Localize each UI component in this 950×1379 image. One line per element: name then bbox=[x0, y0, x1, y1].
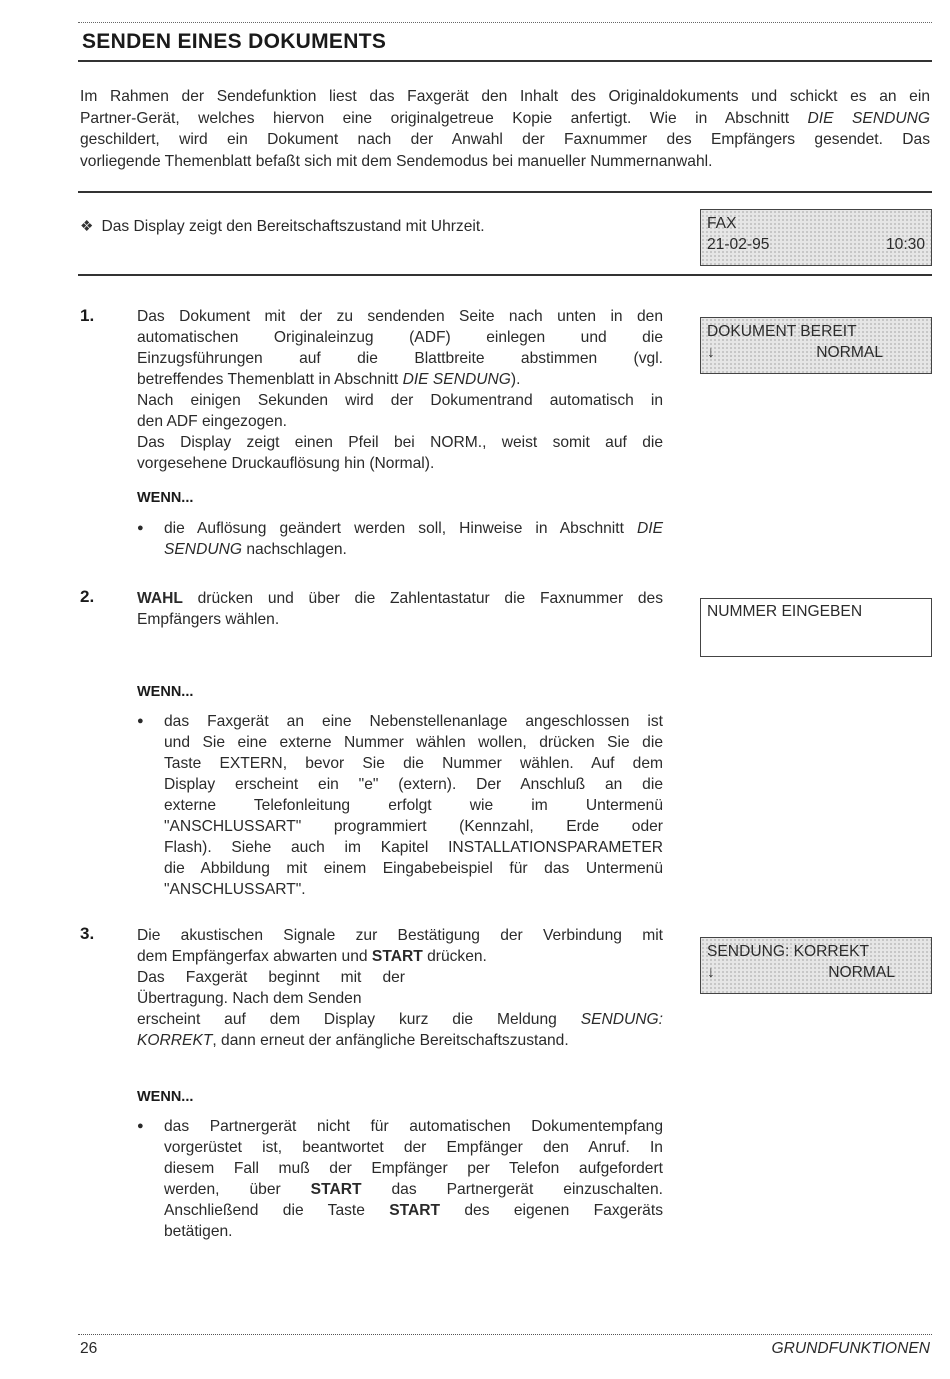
bullet-text: Anschließend die Taste bbox=[164, 1202, 390, 1219]
bullet-text: des eigenen Faxgeräts bbox=[440, 1202, 663, 1219]
lcd-display-standby bbox=[700, 209, 932, 266]
bullet-dot-icon: ● bbox=[137, 522, 144, 534]
intro-text: Partner-Gerät, welches hiervon eine originalgetreue Kopie anfertigt. Wie in Abschnitt bbox=[80, 109, 808, 127]
footer-section-title: GRUNDFUNKTIONEN bbox=[771, 1340, 930, 1357]
bullet-line: vorgerüstet ist, beantwortet der Empfänger den Anruf. In bbox=[164, 1139, 663, 1156]
step-text: , dann erneut der anfängliche Bereitschaftszustand. bbox=[212, 1032, 569, 1049]
lcd-text: SENDUNG: KORREKT bbox=[707, 943, 870, 960]
intro-emphasis: DIE SENDUNG bbox=[807, 109, 930, 127]
step-2-text bbox=[137, 588, 663, 630]
step-line bbox=[137, 1030, 663, 1051]
step-text: ). bbox=[510, 371, 521, 388]
diamond-bullet-icon: ❖ bbox=[80, 218, 94, 235]
lcd-display-document-ready bbox=[700, 317, 932, 374]
step-emphasis: DIE SENDUNG bbox=[402, 371, 511, 388]
step-number: 3. bbox=[80, 924, 95, 943]
step-text: betreffendes Themenblatt in Abschnitt bbox=[137, 371, 403, 388]
step-line: Die akustischen Signale zur Bestätigung der Verbindung mit bbox=[137, 927, 663, 944]
top-rule bbox=[78, 22, 932, 23]
lcd-display-enter-number bbox=[700, 598, 932, 657]
step-line bbox=[137, 369, 663, 390]
bullet-line bbox=[164, 539, 663, 560]
step-number: 1. bbox=[80, 306, 95, 325]
step-line: vorgesehene Druckauflösung hin (Normal). bbox=[137, 455, 435, 472]
bullet-line: "ANSCHLUSSART" programmiert (Kennzahl, Erde oder bbox=[164, 818, 663, 835]
section-divider bbox=[78, 274, 932, 276]
lcd-display-sent-ok bbox=[700, 937, 932, 994]
step-number: 2. bbox=[80, 587, 95, 606]
step-line: Das Faxgerät beginnt mit der bbox=[137, 969, 405, 986]
page-number: 26 bbox=[80, 1340, 98, 1357]
step-line: Empfängers wählen. bbox=[137, 611, 280, 628]
bullet-bold: START bbox=[389, 1202, 441, 1219]
lcd-mode: NORMAL bbox=[828, 964, 895, 981]
lcd-time: 10:30 bbox=[885, 236, 925, 253]
section-divider bbox=[78, 191, 932, 193]
step-bold: START bbox=[371, 948, 423, 965]
step-line: Einzugsführungen auf die Blattbreite abstimmen (vgl. bbox=[137, 350, 663, 367]
bullet-line: externe Telefonleitung erfolgt wie im Untermenü bbox=[164, 797, 663, 814]
intro-line bbox=[80, 108, 930, 130]
bullet-line: betätigen. bbox=[164, 1223, 233, 1240]
lcd-date: 21-02-95 bbox=[707, 236, 770, 253]
down-arrow-icon: ↓ bbox=[707, 344, 715, 361]
step-line bbox=[137, 1009, 663, 1030]
bullet-dot-icon: ● bbox=[137, 1120, 144, 1132]
bullet-text: die Auflösung geändert werden soll, Hinweise in Abschnitt bbox=[164, 520, 637, 537]
step-line: automatischen Originaleinzug (ADF) einlegen und die bbox=[137, 329, 663, 346]
bullet-line: diesem Fall muß der Empfänger per Telefon aufgefordert bbox=[164, 1160, 663, 1177]
lcd-text: FAX bbox=[707, 215, 737, 232]
bullet-line bbox=[164, 518, 663, 539]
bullet-line: die Abbildung mit einem Eingabebeispiel für das Untermenü bbox=[164, 860, 663, 877]
step-line: Nach einigen Sekunden wird der Dokumentrand automatisch in bbox=[137, 392, 663, 409]
title-underline bbox=[78, 60, 932, 62]
status-note bbox=[80, 217, 485, 236]
lcd-mode: NORMAL bbox=[816, 344, 883, 361]
step-1-text bbox=[137, 306, 663, 474]
step-bold: WAHL bbox=[137, 590, 183, 607]
step-3-text bbox=[137, 925, 663, 1051]
bullet-bold: START bbox=[310, 1181, 362, 1198]
bullet-line bbox=[164, 1179, 663, 1200]
bullet-line: und Sie eine externe Nummer wählen wollen, drücken Sie die bbox=[164, 734, 663, 751]
bullet-line: Flash). Siehe auch im Kapitel INSTALLATIONSPARAMETER bbox=[164, 839, 663, 856]
step-text: erscheint auf dem Display kurz die Meldung bbox=[137, 1011, 581, 1028]
list-item bbox=[137, 1116, 663, 1242]
bullet-line: "ANSCHLUSSART". bbox=[164, 881, 306, 898]
intro-paragraph bbox=[80, 86, 930, 172]
step-line: Übertragung. Nach dem Senden bbox=[137, 990, 362, 1007]
wenn-heading: WENN... bbox=[137, 1089, 194, 1105]
list-item bbox=[137, 518, 663, 560]
bullet-text: werden, über bbox=[164, 1181, 311, 1198]
lcd-text: DOKUMENT BEREIT bbox=[707, 323, 857, 340]
bullet-text: nachschlagen. bbox=[241, 541, 347, 558]
step-emphasis: KORREKT bbox=[137, 1032, 213, 1049]
step-text: drücken. bbox=[422, 948, 487, 965]
step-text: dem Empfängerfax abwarten und bbox=[137, 948, 372, 965]
footer-rule bbox=[78, 1334, 932, 1335]
intro-line: geschildert, wird ein Dokument nach der Anwahl der Faxnummer des Empfängers gesendet. Das bbox=[80, 131, 930, 148]
bullet-line bbox=[164, 1200, 663, 1221]
list-item bbox=[137, 711, 663, 900]
status-note-text: Das Display zeigt den Bereitschaftszustand mit Uhrzeit. bbox=[101, 218, 485, 235]
bullet-line: Display erscheint ein "e" (extern). Der Anschluß an die bbox=[164, 776, 663, 793]
intro-line: Im Rahmen der Sendefunktion liest das Faxgerät den Inhalt des Originaldokuments und schickt es an ein bbox=[80, 88, 930, 105]
wenn-heading: WENN... bbox=[137, 684, 194, 700]
step-line: Das Dokument mit der zu sendenden Seite nach unten in den bbox=[137, 308, 663, 325]
bullet-line: Taste EXTERN, bevor Sie die Nummer wählen. Auf dem bbox=[164, 755, 663, 772]
step-text: drücken und über die Zahlentastatur die Faxnummer des bbox=[182, 590, 663, 607]
intro-line: vorliegende Themenblatt befaßt sich mit dem Sendemodus bei manueller Nummernanwahl. bbox=[80, 152, 713, 170]
down-arrow-icon: ↓ bbox=[707, 964, 715, 981]
step-line bbox=[137, 946, 663, 967]
bullet-line: das Partnergerät nicht für automatischen Dokumentempfang bbox=[164, 1118, 663, 1135]
bullet-text: das Partnergerät einzuschalten. bbox=[361, 1181, 663, 1198]
bullet-emphasis: DIE bbox=[637, 520, 663, 537]
step-line: den ADF eingezogen. bbox=[137, 413, 287, 430]
page-title: SENDEN EINES DOKUMENTS bbox=[82, 30, 387, 53]
wenn-heading: WENN... bbox=[137, 490, 194, 506]
lcd-text: NUMMER EINGEBEN bbox=[707, 603, 863, 620]
bullet-dot-icon: ● bbox=[137, 715, 144, 727]
bullet-emphasis: SENDUNG bbox=[164, 541, 242, 558]
step-line bbox=[137, 588, 663, 609]
step-emphasis: SENDUNG: bbox=[580, 1011, 663, 1028]
step-line: Das Display zeigt einen Pfeil bei NORM., weist somit auf die bbox=[137, 434, 663, 451]
bullet-line: das Faxgerät an eine Nebenstellenanlage angeschlossen ist bbox=[164, 713, 663, 730]
